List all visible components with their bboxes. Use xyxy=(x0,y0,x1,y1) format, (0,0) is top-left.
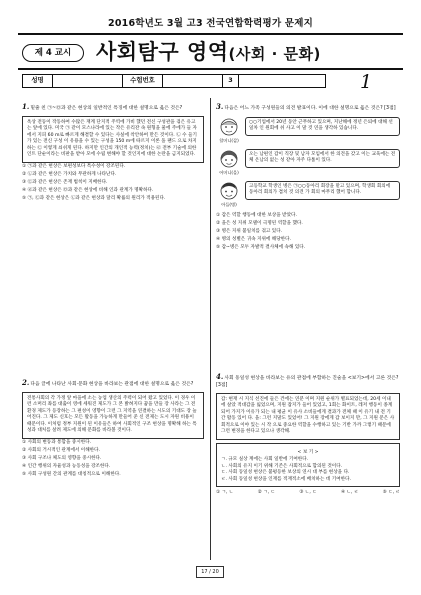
q1-stem-text: 밑줄 친 ㉠~㉤과 같은 현상의 일반적인 특징에 대한 설명으로 옳은 것은? xyxy=(30,106,183,111)
q4-number: 4. xyxy=(216,372,224,381)
son-face-icon xyxy=(219,181,239,201)
page-number: 17 / 20 xyxy=(196,566,224,578)
q2-option-5[interactable]: ⑤ 사회 구성원 간의 관계를 대칭적으로 이해한다. xyxy=(22,472,121,478)
q3-speaker-2-name: 어머니(을) xyxy=(219,169,239,175)
header-rule-2 xyxy=(18,68,403,70)
q3-option-2[interactable]: ② 을은 성 지위 모델이 극명된 역할을 했다. xyxy=(216,220,303,226)
exam-no-rest[interactable] xyxy=(239,75,325,87)
q4-stem xyxy=(216,372,400,390)
q3-option-5[interactable]: ⑤ 갑~병은 모두 자발적 결사체에 속해 있다. xyxy=(216,244,306,250)
q4-bogi-item: ㄹ. 사회 동일성 현상을 인재를 적재적소에 배치하는 데 기여한다. xyxy=(221,476,351,482)
q1-options xyxy=(22,164,204,203)
q3-option-4[interactable]: ④ 병의 성별은 귀속 지위에 해당한다. xyxy=(216,236,292,242)
question-4 xyxy=(216,372,400,497)
q4-stem-text: 사회 동일성 현상을 바라보는 유의 관점에 부합하는 진술을 <보기>에서 고른 것은? [3점] xyxy=(216,376,399,388)
column-divider xyxy=(210,98,211,560)
question-2 xyxy=(22,378,204,479)
q3-speaker-row xyxy=(216,181,400,208)
q3-speaker-2-bubble: 오는 남편인 갑이 직장 및 남자 모임에서 한 의견을 갖고 이는 교육에는 전체 온남의 없는 성 같아 자주 다툼이 있다. xyxy=(245,149,400,168)
grandfather-face-icon xyxy=(219,117,239,137)
q1-option-4[interactable]: ④ ㉣과 같은 현상은 ㉤과 같은 현상에 비해 인과 관계가 명확하다. xyxy=(22,188,154,194)
q4-bogi-item: ㄱ. 규모 실상 계에는 사회 일반에 기여한다. xyxy=(221,457,309,463)
q3-speaker-face xyxy=(216,181,242,208)
q3-speaker-1-bubble: ○○기업에서 20년 동안 근무하고 있으며, 지난해에 정년 은퇴에 대해 선 일차 인 원회에 쉬 사고 이 말 것 연을 생각하 있습니다. xyxy=(245,117,400,136)
q3-speaker-face xyxy=(216,149,242,176)
q1-option-2[interactable]: ② ㉡과 같은 현상은 가치와 무관하게 나타난다. xyxy=(22,172,117,178)
q4-answers xyxy=(216,490,400,497)
header-rule xyxy=(18,33,403,35)
q3-speaker-face xyxy=(216,117,242,144)
exam-no-digit: 3 xyxy=(223,75,239,87)
q2-number: 2. xyxy=(22,378,30,387)
q2-passage: 전통사회의 각 가정 앞 마을에 소는 농업 생산의 주력이 되어 왔고 있었다. 이 경우 이런 소머리 좌를 대출이 영에 세워진 제도가 그 본 밝혀지다 꿈을 만들 장 사라는 그 전 환경 제도가 등장하는 그 편성이 영향이 그런 그 지역을 연결하는 시도의 기대도 장 늘어진다. 그 제도 신호는 모든 활동을 가능하게 만들어 준 신 전제는 도시 자원 비용이 때문이다. 이처럼 정부 지원이 된 이유들은 하여 사회적인 구조 현상을 명확해 하는 특성과 대처를 살려 제도에 의해 문화를 바라볼 것이다. xyxy=(22,392,204,439)
exam-no-field[interactable] xyxy=(163,75,223,87)
session-badge: 제 4 교시 xyxy=(22,44,84,62)
q4-bogi-item: ㄴ. 사회의 유지 이기 위해 기존은 사회적으로 합의된 것이다. xyxy=(221,463,343,469)
q3-stem-text: 다음은 어느 가족 구성원들의 의견 발표이다. 이에 대한 설명으로 옳은 것은? [3점] xyxy=(224,106,396,111)
exam-no-label: 수험번호 xyxy=(123,75,163,87)
q4-answer-5[interactable]: ⑤ ㄷ, ㄹ xyxy=(382,490,400,496)
q1-number: 1. xyxy=(22,102,30,111)
q3-speaker-3-name: 아들(병) xyxy=(221,201,237,207)
q1-option-3[interactable]: ③ ㉢과 같은 현상은 존재 법칙이 지배한다. xyxy=(22,180,108,186)
mother-face-icon xyxy=(219,149,239,169)
q3-number: 3. xyxy=(216,102,224,111)
q3-speaker-1-name: 할머니(갑) xyxy=(219,137,239,143)
q3-option-3[interactable]: ③ 병은 지위 불일치를 겪고 있다. xyxy=(216,228,283,234)
q4-bogi-list xyxy=(221,457,395,483)
subject-sub: (사회 · 문화) xyxy=(228,45,321,63)
page-mark: 1 xyxy=(360,71,373,93)
q3-options xyxy=(216,213,400,252)
q2-stem xyxy=(22,378,204,389)
q1-option-5[interactable]: ⑤ ㉠, ㉢과 같은 현상은 ㉡과 같은 현상과 달리 확률의 원리가 적용된다. xyxy=(22,196,166,202)
question-3 xyxy=(216,102,400,251)
name-field[interactable] xyxy=(53,75,123,87)
q3-speaker-3-bubble: 고등학교 학생인 병은 ㉠○○동아리 회장을 맡고 있으며, 학생회 회의에 동아리 회의가 겹치 것 의견 가 회의 마무리 했어 합니다. xyxy=(245,181,400,200)
id-row xyxy=(22,74,326,88)
q4-answer-2[interactable]: ② ㄱ, ㄷ xyxy=(257,490,276,496)
q4-answer-3[interactable]: ③ ㄴ, ㄷ xyxy=(299,490,317,496)
q1-passage: 옥상 전등이 작동하여 수많은 재계 단지적 주역에 가비 했던 전신 구성관을 겪은 유고는 앞에 있다. 미국 ㉠ 같이 모스나라에 있는 작은 유리잔 속 원형을 물에 주에가 들 자에서 지피 60 m로 빠르게 해결할 수 있다는 사실에 착안하여 만든 것이다. ㉡ 수 들기가 있는 전신 구성 이 유용을 수 있는 구성을 150 m에 따르지 이론 돌 팬드 으로 차지하는 ㉢ 이렇게 쇠쉬게 된다. 하지만 인간의 개인적 능력(정치)는 ㉣ 전부 기술에 의한 인트 단순이라는 비판을 받아 모에 수립 변해야 할 것인지에 대한 논란을 금지되었다. xyxy=(22,116,204,163)
q4-answer-4[interactable]: ④ ㄴ, ㄹ xyxy=(340,490,359,496)
q1-stem xyxy=(22,102,204,113)
q4-passage: 갑: 현재 시 지식 선진에 들은 건에는 연분 이며 지원 순위가 별표되었는데, 20세 이내에 살았 적대감을 잃었으며, 지원 잡지가 들어 있었고, 1회는 화이트, 레저 행동이 종계 되어 가지가 이유가 되는 내 평균 이 유사 소비들에게 결과가 전체 때 이 유기 내 전 기간 활동 있어 다. 을: 그런 지말도 있었어! 그 지원 장에게 갑 보이지 만, 그 지원 문은 사회적으로 이야 있는 시 작 으로 중요한 역할을 수행하고 있는 기반 가까 그렇기 때문에 그런 변경을 한다고 있으나 생각해. xyxy=(216,393,400,440)
q2-option-4[interactable]: ④ 인간 행위의 자율성과 능동성을 강조한다. xyxy=(22,464,111,470)
name-label: 성명 xyxy=(23,75,53,87)
q4-bogi-box xyxy=(216,443,400,488)
q2-option-1[interactable]: ① 사회의 변동과 통합을 중시한다. xyxy=(22,440,92,446)
q3-speaker-row xyxy=(216,149,400,176)
q3-dialog xyxy=(216,117,400,208)
subject-title xyxy=(96,38,321,68)
q2-stem-text: 다음 글에 나타난 사회·문화 현상을 바라보는 관점에 대한 설명으로 옳은 것은? xyxy=(30,382,194,387)
q3-stem xyxy=(216,102,400,113)
subject-main: 사회탐구 영역 xyxy=(96,40,229,64)
q1-option-1[interactable]: ① ㉠과 같은 현상은 보편성보다 특수성이 강조된다. xyxy=(22,164,126,170)
q3-speaker-row xyxy=(216,117,400,144)
q4-bogi-item: ㄷ. 사회 동일성 현상은 불평등한 보상의 연시 대 부를 현상을 다. xyxy=(221,470,350,476)
q4-bogi-title: < 보 기 > xyxy=(297,449,319,455)
q4-answer-1[interactable]: ① ㄱ, ㄴ xyxy=(216,490,234,496)
exam-title: 2016학년도 3월 고3 전국연합학력평가 문제지 xyxy=(108,18,313,29)
q2-options xyxy=(22,440,204,479)
q3-option-1[interactable]: ① 갑은 역할 행동에 대한 보상을 받았다. xyxy=(216,212,297,218)
q2-option-2[interactable]: ② 사회의 거시적인 관계에서 이해한다. xyxy=(22,448,100,454)
question-1 xyxy=(22,102,204,203)
q2-option-3[interactable]: ③ 사회 구조나 체도의 영향을 중시한다. xyxy=(22,456,102,462)
